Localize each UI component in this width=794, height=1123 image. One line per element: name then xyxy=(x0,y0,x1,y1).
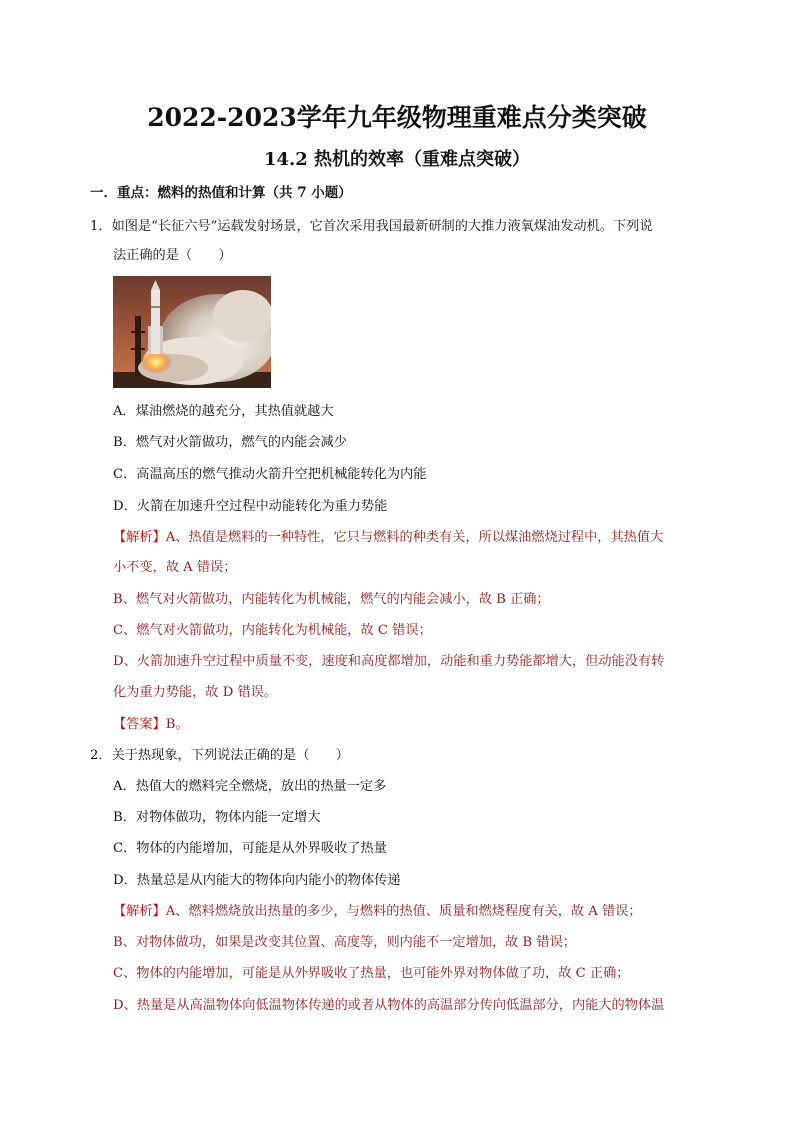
rocket-launch-photo xyxy=(113,276,271,388)
q2-analysis-tag: 【解析】 xyxy=(113,904,166,919)
q2-analysis-line1 xyxy=(113,902,642,922)
q1-option-a: A．煤油燃烧的越充分，其热值就越大 xyxy=(113,404,334,419)
q1-analysis-text: A、热值是燃料的一种特性，它只与燃料的种类有关，所以煤油燃烧过程中，其热值大 xyxy=(165,530,664,545)
q1-analysis-tag: 【解析】 xyxy=(113,530,166,545)
q1-answer-value: B。 xyxy=(165,717,189,732)
q2-stem: 2．关于热现象，下列说法正确的是（ ） xyxy=(90,748,349,763)
q1-answer xyxy=(113,715,189,735)
q1-analysis-line6: 化为重力势能，故 D 错误。 xyxy=(113,685,278,700)
q1-analysis-line5: D、火箭加速升空过程中质量不变，速度和高度都增加，动能和重力势能都增大，但动能没有转 xyxy=(113,654,665,669)
document-subtitle: 14.2 热机的效率（重难点突破） xyxy=(263,149,531,170)
section-heading: 一．重点：燃料的热值和计算（共 7 小题） xyxy=(90,185,352,201)
document-title: 2022-2023学年九年级物理重难点分类突破 xyxy=(147,103,647,132)
q2-analysis-line2: B、对物体做功，如果是改变其位置、高度等，则内能不一定增加，故 B 错误； xyxy=(113,935,576,950)
q1-option-d: D．火箭在加速升空过程中动能转化为重力势能 xyxy=(113,499,388,514)
q2-option-b: B．对物体做功，物体内能一定增大 xyxy=(113,810,321,825)
q2-option-a: A．热值大的燃料完全燃烧，放出的热量一定多 xyxy=(113,779,387,794)
q2-analysis-line3: C、物体的内能增加，可能是从外界吸收了热量，也可能外界对物体做了功，故 C 正确； xyxy=(113,966,630,981)
q2-analysis-line4: D、热量是从高温物体向低温物体传递的或者从物体的高温部分传向低温部分，内能大的物体温 xyxy=(113,998,665,1013)
q2-analysis-text: A、燃料燃烧放出热量的多少，与燃料的热值、质量和燃烧程度有关，故 A 错误； xyxy=(165,904,642,919)
q1-option-b: B．燃气对火箭做功，燃气的内能会减少 xyxy=(113,435,347,450)
q1-option-c: C．高温高压的燃气推动火箭升空把机械能转化为内能 xyxy=(113,467,427,482)
q2-option-d: D．热量总是从内能大的物体向内能小的物体传递 xyxy=(113,873,401,888)
q1-stem-line1: 1．如图是“长征六号”运载发射场景，它首次采用我国最新研制的大推力液氧煤油发动机。下列说 xyxy=(90,219,653,234)
q1-answer-tag: 【答案】 xyxy=(113,717,166,732)
q1-analysis-line1 xyxy=(113,528,663,548)
q1-analysis-line3: B、燃气对火箭做功，内能转化为机械能，燃气的内能会减小，故 B 正确； xyxy=(113,592,550,607)
q2-option-c: C．物体的内能增加，可能是从外界吸收了热量 xyxy=(113,841,387,856)
q1-analysis-line4: C、燃气对火箭做功，内能转化为机械能，故 C 错误； xyxy=(113,623,432,638)
q1-stem-line2: 法正确的是（ ） xyxy=(113,248,232,263)
q1-analysis-line2: 小不变，故 A 错误； xyxy=(113,560,237,575)
